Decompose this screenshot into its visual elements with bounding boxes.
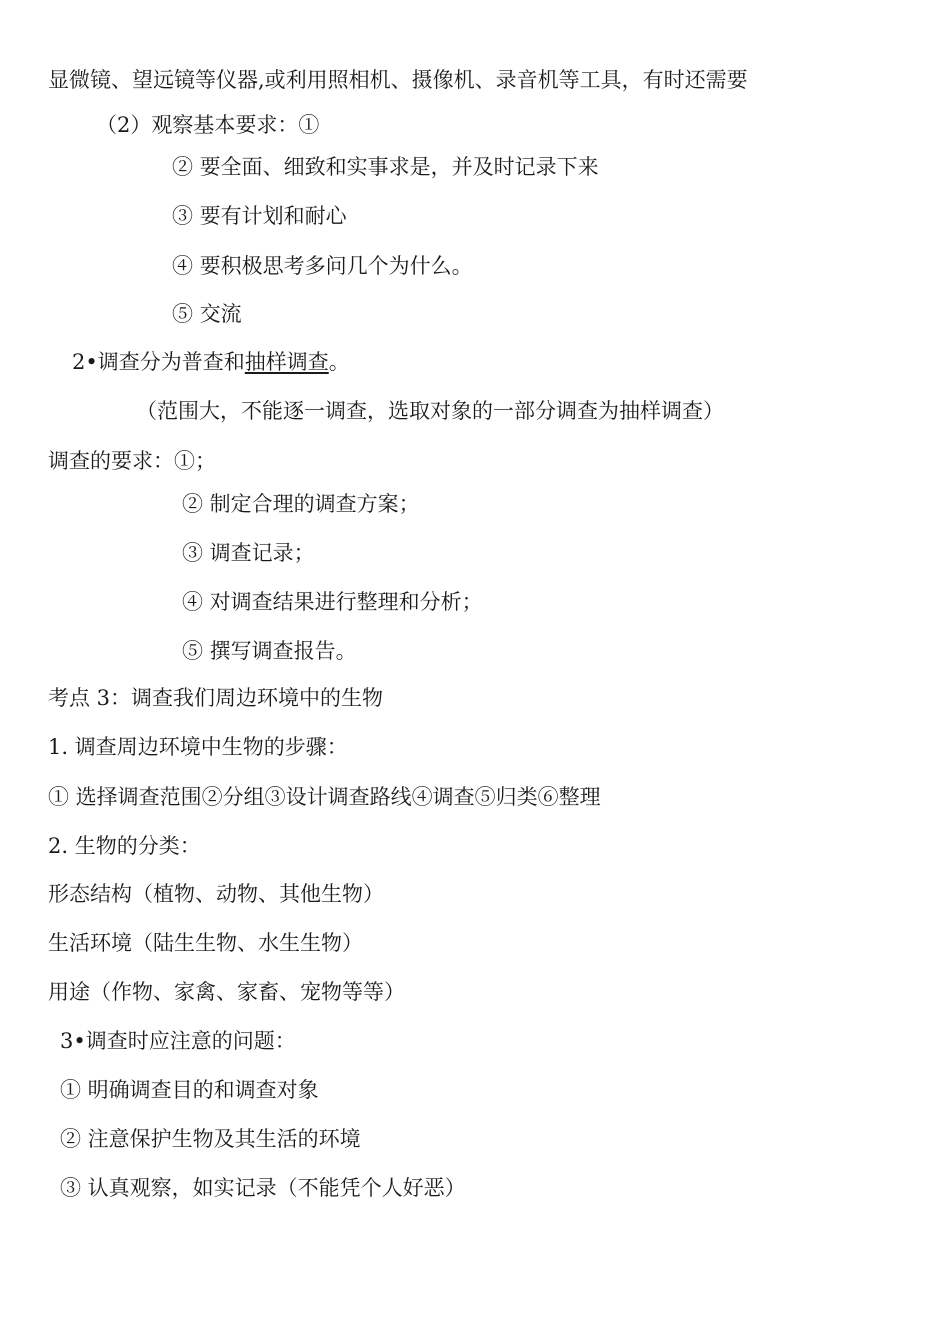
list-item-observation-2: ② 要全面、细致和实事求是，并及时记录下来 — [172, 155, 599, 179]
heading-observation-requirements: （2）观察基本要求：① — [96, 113, 320, 137]
list-item-observation-4: ④ 要积极思考多问几个为什么。 — [172, 254, 473, 278]
list-item-observation-5: ⑤ 交流 — [172, 302, 242, 326]
list-item-caution-2: ② 注意保护生物及其生活的环境 — [60, 1127, 361, 1151]
list-item-caution-1: ① 明确调查目的和调查对象 — [60, 1078, 319, 1102]
sampling-survey-note: （范围大，不能逐一调查，选取对象的一部分调查为抽样调查） — [136, 399, 724, 423]
survey-steps-list: ① 选择调查范围②分组③设计调查路线④调查⑤归类⑥整理 — [48, 785, 601, 809]
list-item-survey-4: ④ 对调查结果进行整理和分析； — [182, 590, 483, 614]
classification-by-use: 用途（作物、家禽、家畜、宠物等等） — [48, 980, 405, 1004]
survey-types-suffix: 。 — [328, 350, 350, 374]
survey-types-prefix: 2•调查分为普查和 — [72, 350, 245, 374]
text-line-instruments: 显微镜、望远镜等仪器,或利用照相机、摄像机、录音机等工具，有时还需要 — [48, 68, 748, 92]
list-item-observation-3: ③ 要有计划和耐心 — [172, 204, 347, 228]
classification-by-form: 形态结构（植物、动物、其他生物） — [48, 882, 384, 906]
list-item-survey-2: ② 制定合理的调查方案； — [182, 492, 420, 516]
heading-survey-types — [72, 347, 350, 377]
heading-classification: 2. 生物的分类： — [48, 834, 201, 858]
heading-survey-cautions: 3•调查时应注意的问题： — [60, 1029, 296, 1053]
list-item-survey-5: ⑤ 撰写调查报告。 — [182, 639, 357, 663]
section-title-key-point-3: 考点 3：调查我们周边环境中的生物 — [48, 686, 384, 710]
heading-survey-requirements: 调查的要求：①； — [48, 449, 216, 473]
sampling-survey-term: 抽样调查 — [244, 350, 329, 374]
classification-by-habitat: 生活环境（陆生生物、水生生物） — [48, 931, 363, 955]
list-item-survey-3: ③ 调查记录； — [182, 541, 315, 565]
heading-survey-steps: 1. 调查周边环境中生物的步骤： — [48, 735, 348, 759]
list-item-caution-3: ③ 认真观察，如实记录（不能凭个人好恶） — [60, 1176, 466, 1200]
